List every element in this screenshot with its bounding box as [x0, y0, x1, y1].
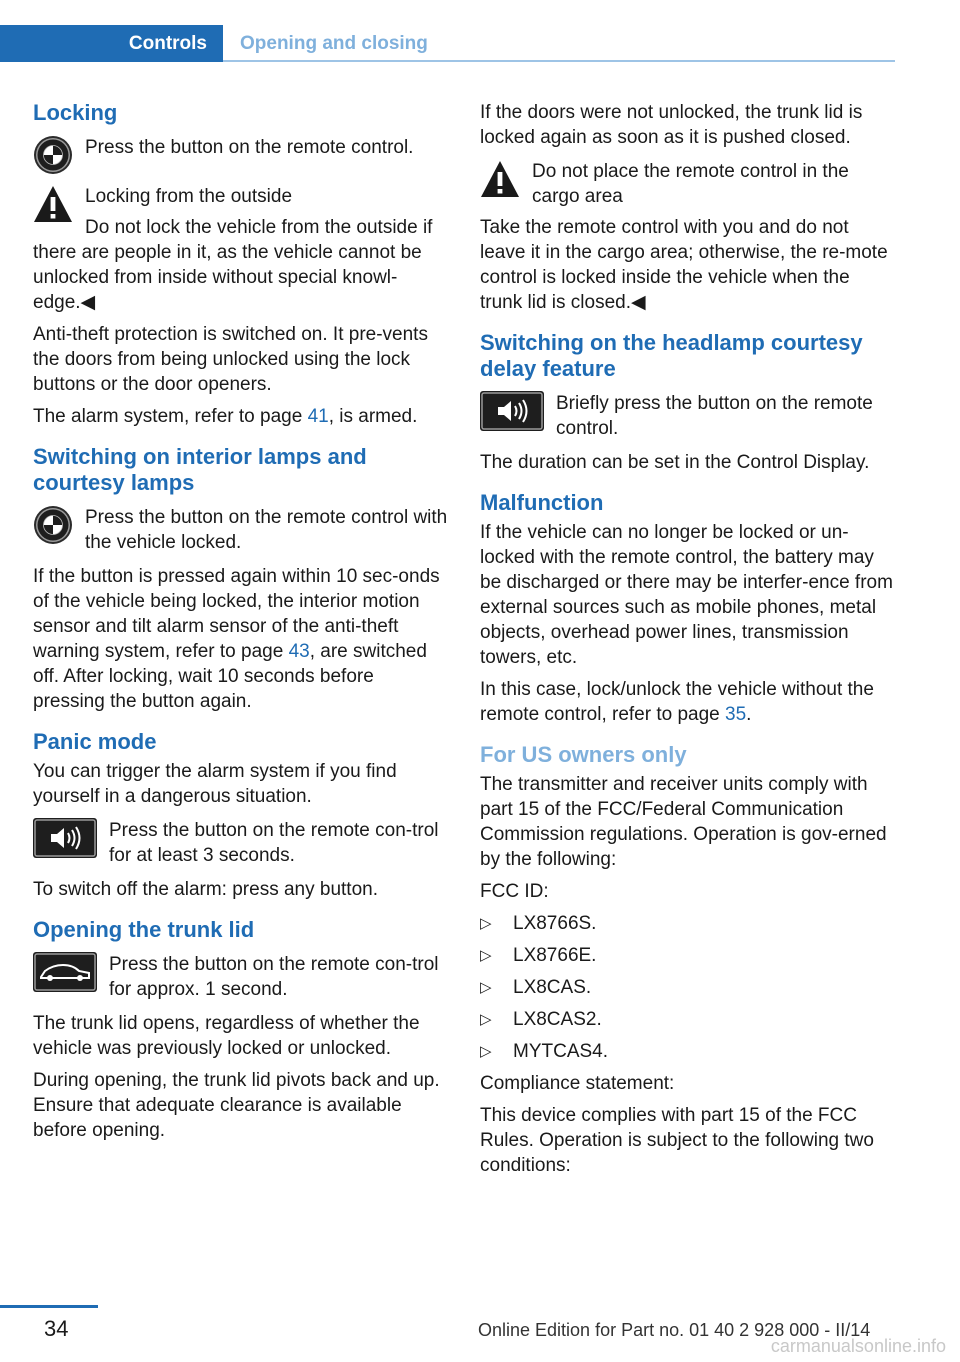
headlamp-instruction [480, 391, 896, 441]
warning-title: Do not place the remote control in the cargo area [532, 161, 849, 207]
heading-malfunction: Malfunction [480, 490, 604, 515]
panic-button-icon [480, 391, 544, 431]
heading-trunk-lid: Opening the trunk lid [33, 917, 255, 942]
section-headlamp [480, 330, 896, 475]
heading-interior-lamps: Switching on interior lamps and courtesy lamps [33, 444, 367, 495]
bullet-triangle-icon: ▷ [480, 1043, 492, 1060]
bmw-lock-button-icon [33, 135, 73, 175]
trunk-paragraph-2: During opening, the trunk lid pivots back and up. Ensure that adequate clearance is available before opening. [33, 1070, 440, 1141]
doors-paragraph: If the doors were not unlocked, the trunk lid is locked again as soon as it is pushed closed. [480, 102, 863, 148]
section-us-owners [480, 742, 896, 1178]
section-locking [33, 100, 448, 429]
interior-instruction-text: Press the button on the remote control with the vehicle locked. [85, 507, 448, 553]
page-header [0, 25, 895, 62]
header-divider [223, 60, 895, 62]
locking-instruction-text: Press the button on the remote control. [85, 137, 414, 158]
bmw-lock-button-icon [33, 505, 73, 545]
list-item: ▷ LX8766E. [480, 945, 597, 966]
us-paragraph: The transmitter and receiver units comply with part 15 of the FCC/Federal Communication Commission regulations. Operation is gov‐erned by the following: [480, 774, 887, 870]
locking-instruction [33, 135, 448, 175]
warning-cargo-area [480, 159, 896, 315]
fcc-id-list [480, 911, 896, 1064]
trunk-paragraph-1: The trunk lid opens, regardless of whether the vehicle was previously locked or unlocked. [33, 1013, 420, 1059]
bullet-triangle-icon: ▷ [480, 915, 492, 932]
bullet-triangle-icon: ▷ [480, 1011, 492, 1028]
section-panic-mode [33, 729, 448, 902]
section-interior-lamps [33, 444, 448, 714]
warning-locking-outside [33, 184, 448, 315]
heading-headlamp: Switching on the headlamp courtesy delay feature [480, 330, 863, 381]
heading-locking: Locking [33, 100, 118, 125]
section-tab-controls: Controls [0, 25, 223, 62]
trunk-button-icon [33, 952, 97, 992]
warning-triangle-icon [33, 184, 73, 224]
right-column [480, 100, 896, 1185]
page-link-41[interactable]: 41 [307, 406, 329, 427]
page-link-43[interactable]: 43 [288, 641, 310, 662]
footer-divider [0, 1305, 98, 1308]
list-item: ▷ LX8CAS. [480, 977, 592, 998]
warning-text: Take the remote control with you and do not leave it in the cargo area; otherwise, the re‐mote control is locked inside the vehicle when the trunk lid is closed.◀ [480, 217, 888, 313]
warning-title: Locking from the outside [85, 186, 293, 207]
edition-text: Online Edition for Part no. 01 40 2 928 000 - II/14 [478, 1320, 871, 1340]
heading-us-owners: For US owners only [480, 742, 687, 767]
bullet-triangle-icon: ▷ [480, 947, 492, 964]
section-tab-opening-closing: Opening and closing [240, 32, 428, 54]
interior-paragraph: If the button is pressed again within 10 sec‐onds of the vehicle being locked, the interior motion sensor and tilt alarm sensor of the anti-theft warning system, refer to page 43, are switched off. After locking, wait 10 seconds before pressing the button again. [33, 566, 440, 712]
left-column [33, 100, 448, 1150]
list-item: ▷ LX8CAS2. [480, 1009, 602, 1030]
panic-instruction [33, 818, 448, 868]
compliance-paragraph: This device complies with part 15 of the FCC Rules. Operation is subject to the following two conditions: [480, 1105, 874, 1176]
malfunction-paragraph: If the vehicle can no longer be locked or un‐locked with the remote control, the battery may be discharged or there may be interfer‐ence from external sources such as mobile phones, metal objects, overhead power lines, transmission towers, etc. [480, 522, 893, 668]
trunk-instruction-text: Press the button on the remote con‐trol for approx. 1 second. [109, 954, 439, 1000]
heading-panic-mode: Panic mode [33, 729, 157, 754]
warning-triangle-icon [480, 159, 520, 199]
antitheft-paragraph: Anti-theft protection is switched on. It pre‐vents the doors from being unlocked using the lock buttons or the door openers. [33, 324, 428, 395]
bullet-triangle-icon: ▷ [480, 979, 492, 996]
interior-instruction [33, 505, 448, 555]
section-trunk-lid [33, 917, 448, 1143]
list-item: ▷ LX8766S. [480, 913, 597, 934]
panic-paragraph: You can trigger the alarm system if you find yourself in a dangerous situation. [33, 761, 397, 807]
alarm-armed-paragraph: The alarm system, refer to page 41, is armed. [33, 406, 418, 427]
list-item: ▷ MYTCAS4. [480, 1041, 609, 1062]
page-link-35[interactable]: 35 [725, 704, 747, 725]
section-malfunction [480, 490, 896, 727]
page-number: 34 [44, 1316, 69, 1341]
headlamp-paragraph: The duration can be set in the Control Display. [480, 452, 870, 473]
trunk-instruction [33, 952, 448, 1002]
warning-text: Do not lock the vehicle from the outside if there are people in it, as the vehicle cannot be unlocked from inside without special knowl‐edge.◀ [33, 217, 433, 313]
panic-button-icon [33, 818, 97, 858]
compliance-label: Compliance statement: [480, 1073, 675, 1094]
panic-instruction-text: Press the button on the remote con‐trol for at least 3 seconds. [109, 820, 439, 866]
watermark: carmanualsonline.info [770, 1336, 946, 1356]
fcc-label: FCC ID: [480, 881, 549, 902]
panic-off-paragraph: To switch off the alarm: press any button. [33, 879, 378, 900]
headlamp-instruction-text: Briefly press the button on the remote control. [556, 393, 873, 439]
malfunction-paragraph-2: In this case, lock/unlock the vehicle without the remote control, refer to page 35. [480, 679, 874, 725]
